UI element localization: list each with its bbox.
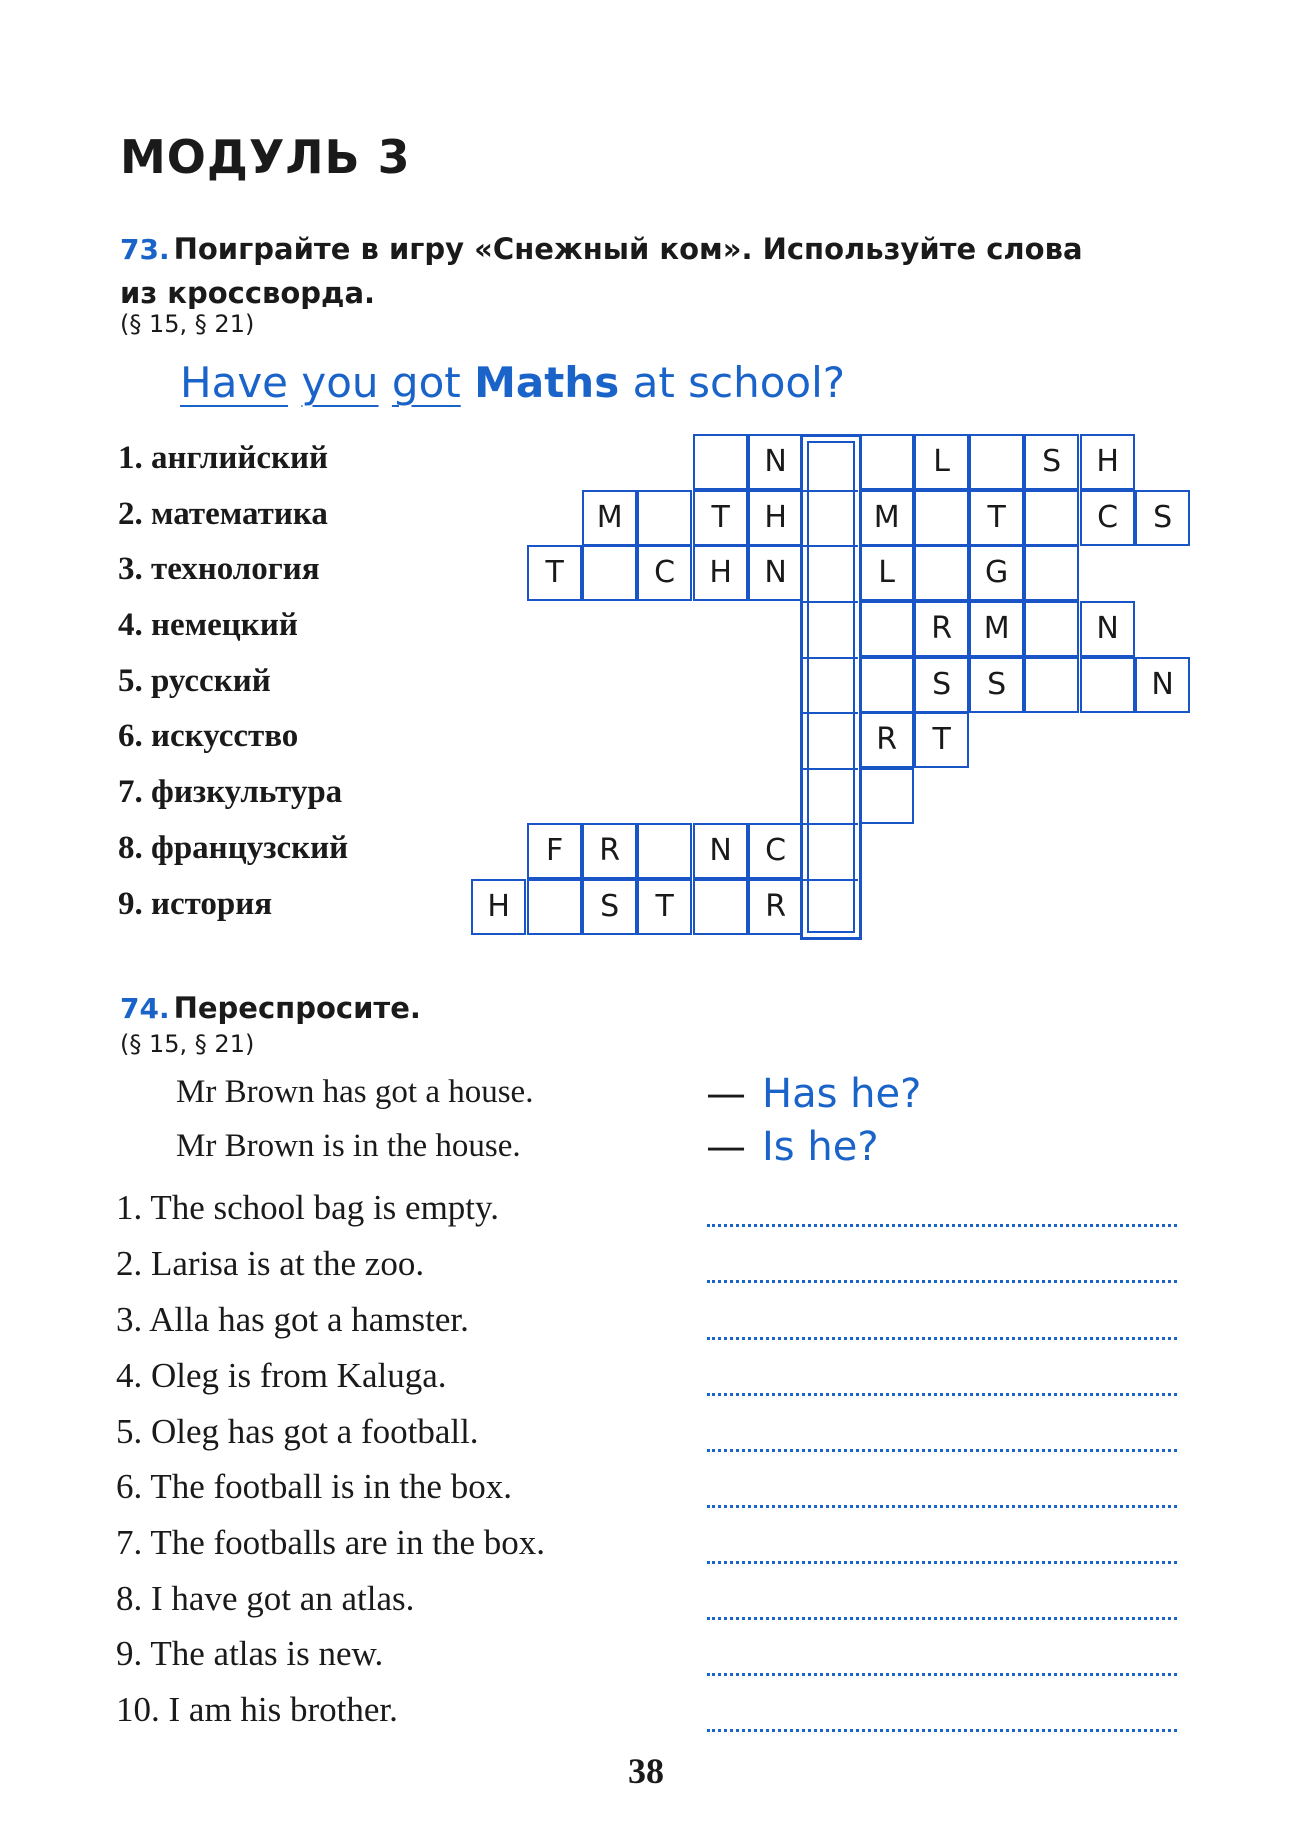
example-word-have: Have	[180, 358, 289, 407]
sentence-item: 2. Larisa is at the zoo.	[116, 1244, 425, 1283]
answer-line[interactable]	[707, 1501, 1177, 1508]
crossword-cell[interactable]	[637, 490, 692, 546]
answer-line[interactable]	[707, 1333, 1177, 1340]
word-item: 7. физкультура	[118, 774, 343, 811]
crossword-cell[interactable]	[859, 768, 914, 824]
crossword-cell[interactable]	[1024, 545, 1079, 601]
crossword-cell[interactable]: C	[748, 823, 803, 879]
crossword-cell[interactable]	[969, 434, 1024, 490]
crossword-cell[interactable]: S	[582, 879, 637, 935]
crossword-cell[interactable]: F	[527, 823, 582, 879]
crossword-cell[interactable]: C	[637, 545, 692, 601]
exercise-73-refs: (§ 15, § 21)	[120, 310, 255, 338]
crossword-cell[interactable]: N	[693, 823, 748, 879]
example-rest: at school?	[632, 358, 846, 407]
sentence-item: 9. The atlas is new.	[116, 1634, 384, 1673]
sentence-item: 3. Alla has got a hamster.	[116, 1300, 469, 1339]
example-answer: Has he?	[762, 1071, 922, 1117]
sentence-item: 4. Oleg is from Kaluga.	[116, 1356, 447, 1395]
answer-line[interactable]	[707, 1613, 1177, 1620]
page-number: 38	[628, 1751, 664, 1791]
answer-line[interactable]	[707, 1389, 1177, 1396]
crossword-cell[interactable]	[1024, 601, 1079, 657]
crossword-cell[interactable]: H	[748, 490, 803, 546]
crossword-key-cell[interactable]	[803, 434, 858, 490]
crossword-cell[interactable]	[859, 434, 914, 490]
crossword-cell[interactable]	[859, 657, 914, 713]
dash: —	[706, 1071, 746, 1117]
sentence-item: 7. The footballs are in the box.	[116, 1523, 545, 1562]
crossword-cell[interactable]	[1080, 657, 1135, 713]
answer-line[interactable]	[707, 1725, 1177, 1732]
crossword-cell[interactable]: R	[748, 879, 803, 935]
answer-line[interactable]	[707, 1669, 1177, 1676]
crossword-cell[interactable]	[693, 434, 748, 490]
word-item: 5. русский	[118, 662, 271, 699]
crossword-cell[interactable]: T	[693, 490, 748, 546]
crossword-cell[interactable]: H	[693, 545, 748, 601]
example-statement: Mr Brown has got a house.	[176, 1074, 534, 1110]
exercise-74-header	[120, 990, 421, 1032]
crossword-key-cell[interactable]	[803, 490, 858, 546]
example-word-you: you	[301, 358, 379, 407]
example-statement: Mr Brown is in the house.	[176, 1128, 521, 1164]
crossword-cell[interactable]	[859, 601, 914, 657]
crossword-cell[interactable]	[1024, 657, 1079, 713]
crossword-cell[interactable]: T	[527, 545, 582, 601]
crossword-cell[interactable]	[582, 545, 637, 601]
crossword-key-cell[interactable]	[803, 823, 858, 879]
example-word-got: got	[391, 358, 461, 407]
word-item: 3. технология	[118, 551, 320, 588]
crossword-cell[interactable]: S	[969, 657, 1024, 713]
crossword-cell[interactable]: S	[1024, 434, 1079, 490]
crossword-key-cell[interactable]	[803, 657, 858, 713]
sentence-item: 1. The school bag is empty.	[116, 1188, 500, 1227]
crossword-cell[interactable]: N	[1080, 601, 1135, 657]
crossword-cell[interactable]: H	[1080, 434, 1135, 490]
crossword-cell[interactable]: M	[582, 490, 637, 546]
exercise-74-title: Переспросите.	[173, 991, 421, 1025]
exercise-73-instruction-line1: Поиграйте в игру «Снежный ком». Используйте слова	[173, 232, 1083, 266]
crossword-key-cell[interactable]	[803, 601, 858, 657]
word-item: 8. французский	[118, 829, 349, 866]
example-word-maths: Maths	[474, 358, 620, 407]
sentence-item: 6. The football is in the box.	[116, 1467, 512, 1506]
crossword-cell[interactable]: N	[748, 434, 803, 490]
word-item: 9. история	[118, 885, 273, 922]
answer-line[interactable]	[707, 1220, 1177, 1227]
word-item: 4. немецкий	[118, 607, 298, 644]
crossword-key-cell[interactable]	[803, 879, 858, 935]
sentence-item: 5. Oleg has got a football.	[116, 1412, 479, 1451]
answer-line[interactable]	[707, 1557, 1177, 1564]
dash: —	[706, 1124, 746, 1170]
sentence-item: 10. I am his brother.	[116, 1690, 398, 1729]
crossword-cell[interactable]: M	[969, 601, 1024, 657]
crossword-cell[interactable]: T	[914, 712, 969, 768]
crossword-cell[interactable]	[1024, 490, 1079, 546]
crossword-cell[interactable]	[527, 879, 582, 935]
crossword-cell[interactable]	[693, 879, 748, 935]
crossword-cell[interactable]: M	[859, 490, 914, 546]
crossword-cell[interactable]: G	[969, 545, 1024, 601]
answer-line[interactable]	[707, 1445, 1177, 1452]
crossword-key-cell[interactable]	[803, 545, 858, 601]
example-answer: Is he?	[762, 1124, 879, 1170]
crossword-cell[interactable]: L	[914, 434, 969, 490]
crossword-cell[interactable]	[914, 490, 969, 546]
crossword-key-cell[interactable]	[803, 768, 858, 824]
crossword-cell[interactable]: R	[582, 823, 637, 879]
exercise-73-number: 73.	[120, 233, 170, 266]
crossword-cell[interactable]: S	[914, 657, 969, 713]
crossword-cell[interactable]: T	[637, 879, 692, 935]
exercise-73-instruction-line2: из кроссворда.	[120, 276, 376, 310]
crossword-cell[interactable]: S	[1135, 490, 1190, 546]
crossword-cell[interactable]: N	[748, 545, 803, 601]
word-item: 2. математика	[118, 495, 328, 532]
sentence-item: 8. I have got an atlas.	[116, 1579, 415, 1618]
word-item: 1. английский	[118, 440, 329, 476]
crossword-cell[interactable]: T	[969, 490, 1024, 546]
word-item: 6. искусство	[118, 718, 299, 755]
exercise-74-refs: (§ 15, § 21)	[120, 1030, 255, 1058]
crossword-cell[interactable]	[637, 823, 692, 879]
answer-line[interactable]	[707, 1276, 1177, 1283]
crossword-cell[interactable]: R	[859, 712, 914, 768]
crossword-cell[interactable]: R	[914, 601, 969, 657]
exercise-74-number: 74.	[120, 992, 170, 1025]
module-title: МОДУЛЬ 3	[120, 130, 411, 184]
crossword-cell[interactable]: H	[471, 879, 526, 935]
crossword-cell[interactable]: L	[859, 545, 914, 601]
crossword-cell[interactable]: C	[1080, 490, 1135, 546]
crossword-cell[interactable]: N	[1135, 657, 1190, 713]
crossword-cell[interactable]	[914, 545, 969, 601]
crossword-key-cell[interactable]	[803, 712, 858, 768]
